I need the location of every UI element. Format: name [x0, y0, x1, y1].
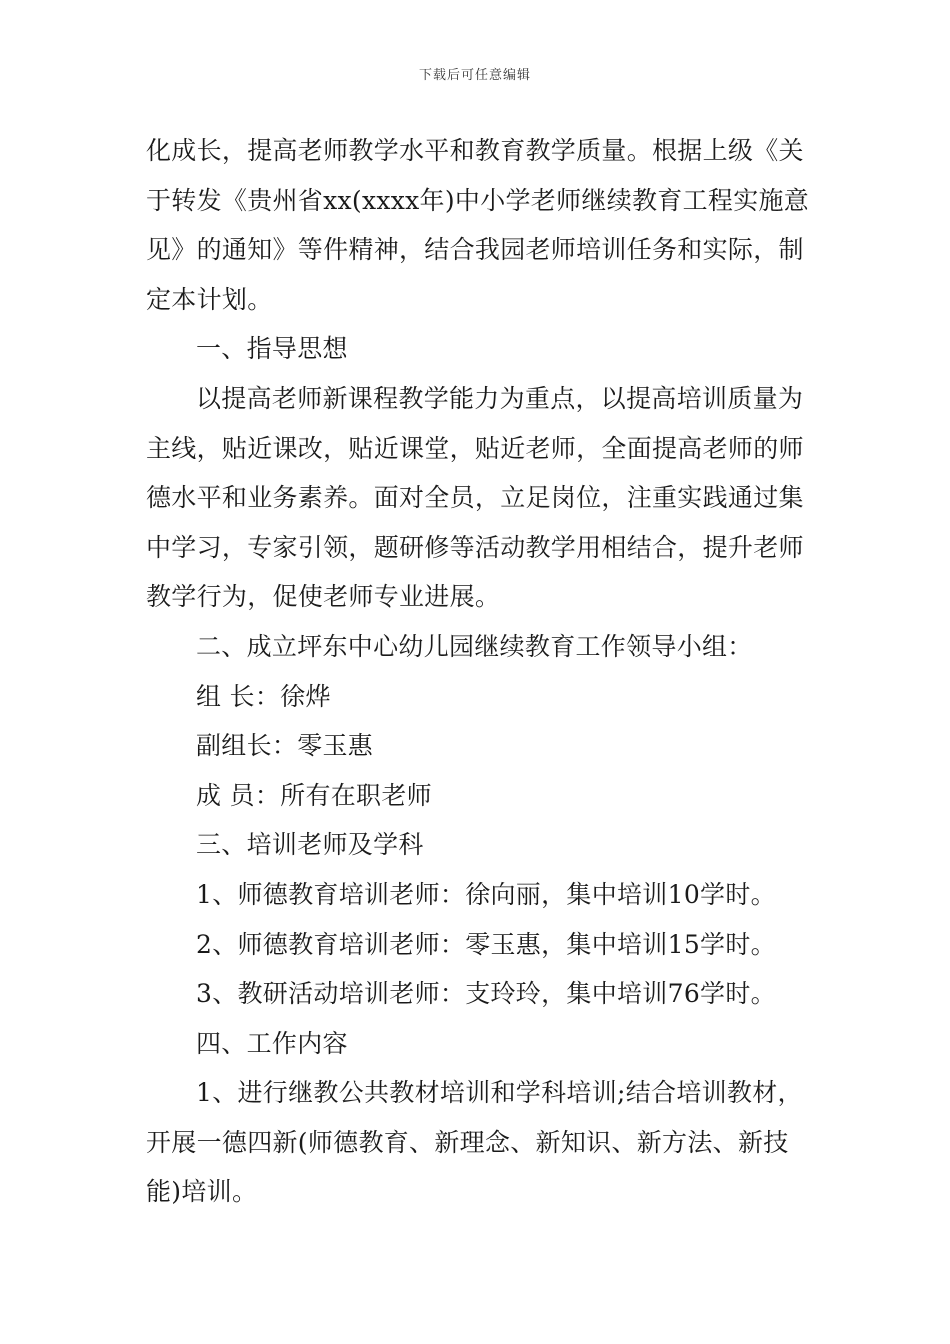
page-header: 下载后可任意编辑 [418, 68, 531, 83]
heading-guiding-ideology: 一、指导思想 [196, 334, 348, 364]
deputy-leader-line: 副组长：零玉惠 [196, 731, 374, 761]
members-line: 成 员：所有在职老师 [196, 780, 432, 810]
heading-work-content: 四、工作内容 [196, 1028, 348, 1058]
training-item-1: 1、师德教育培训老师：徐向丽，集中培训10学时。 [196, 879, 776, 909]
heading-leadership-group: 二、成立坪东中心幼儿园继续教育工作领导小组： [196, 631, 753, 661]
training-item-3: 3、教研活动培训老师：支玲玲，集中培训76学时。 [196, 979, 776, 1009]
document-body [146, 126, 814, 1217]
paragraph-intro-continued: 化成长，提高老师教学水平和教育教学质量。根据上级《关于转发《贵州省xx(xxxx年)中小学老师继续教育工程实施意见》的通知》等件精神，结合我园老师培训任务和实际，制定本计划。 [146, 136, 810, 314]
paragraph-guiding-ideology: 以提高老师新课程教学能力为重点，以提高培训质量为主线，贴近课改，贴近课堂，贴近老师，全面提高老师的师德水平和业务素养。面对全员，立足岗位，注重实践通过集中学习，专家引领，题研修等活动教学用相结合，提升老师教学行为，促使老师专业进展。 [146, 383, 804, 612]
leader-line: 组 长：徐烨 [196, 681, 331, 711]
work-content-item-1: 1、进行继教公共教材培训和学科培训;结合培训教材，开展一德四新(师德教育、新理念、新知识、新方法、新技能)培训。 [146, 1078, 803, 1207]
heading-training-teachers: 三、培训老师及学科 [196, 830, 424, 860]
training-item-2: 2、师德教育培训老师：零玉惠，集中培训15学时。 [196, 929, 776, 959]
